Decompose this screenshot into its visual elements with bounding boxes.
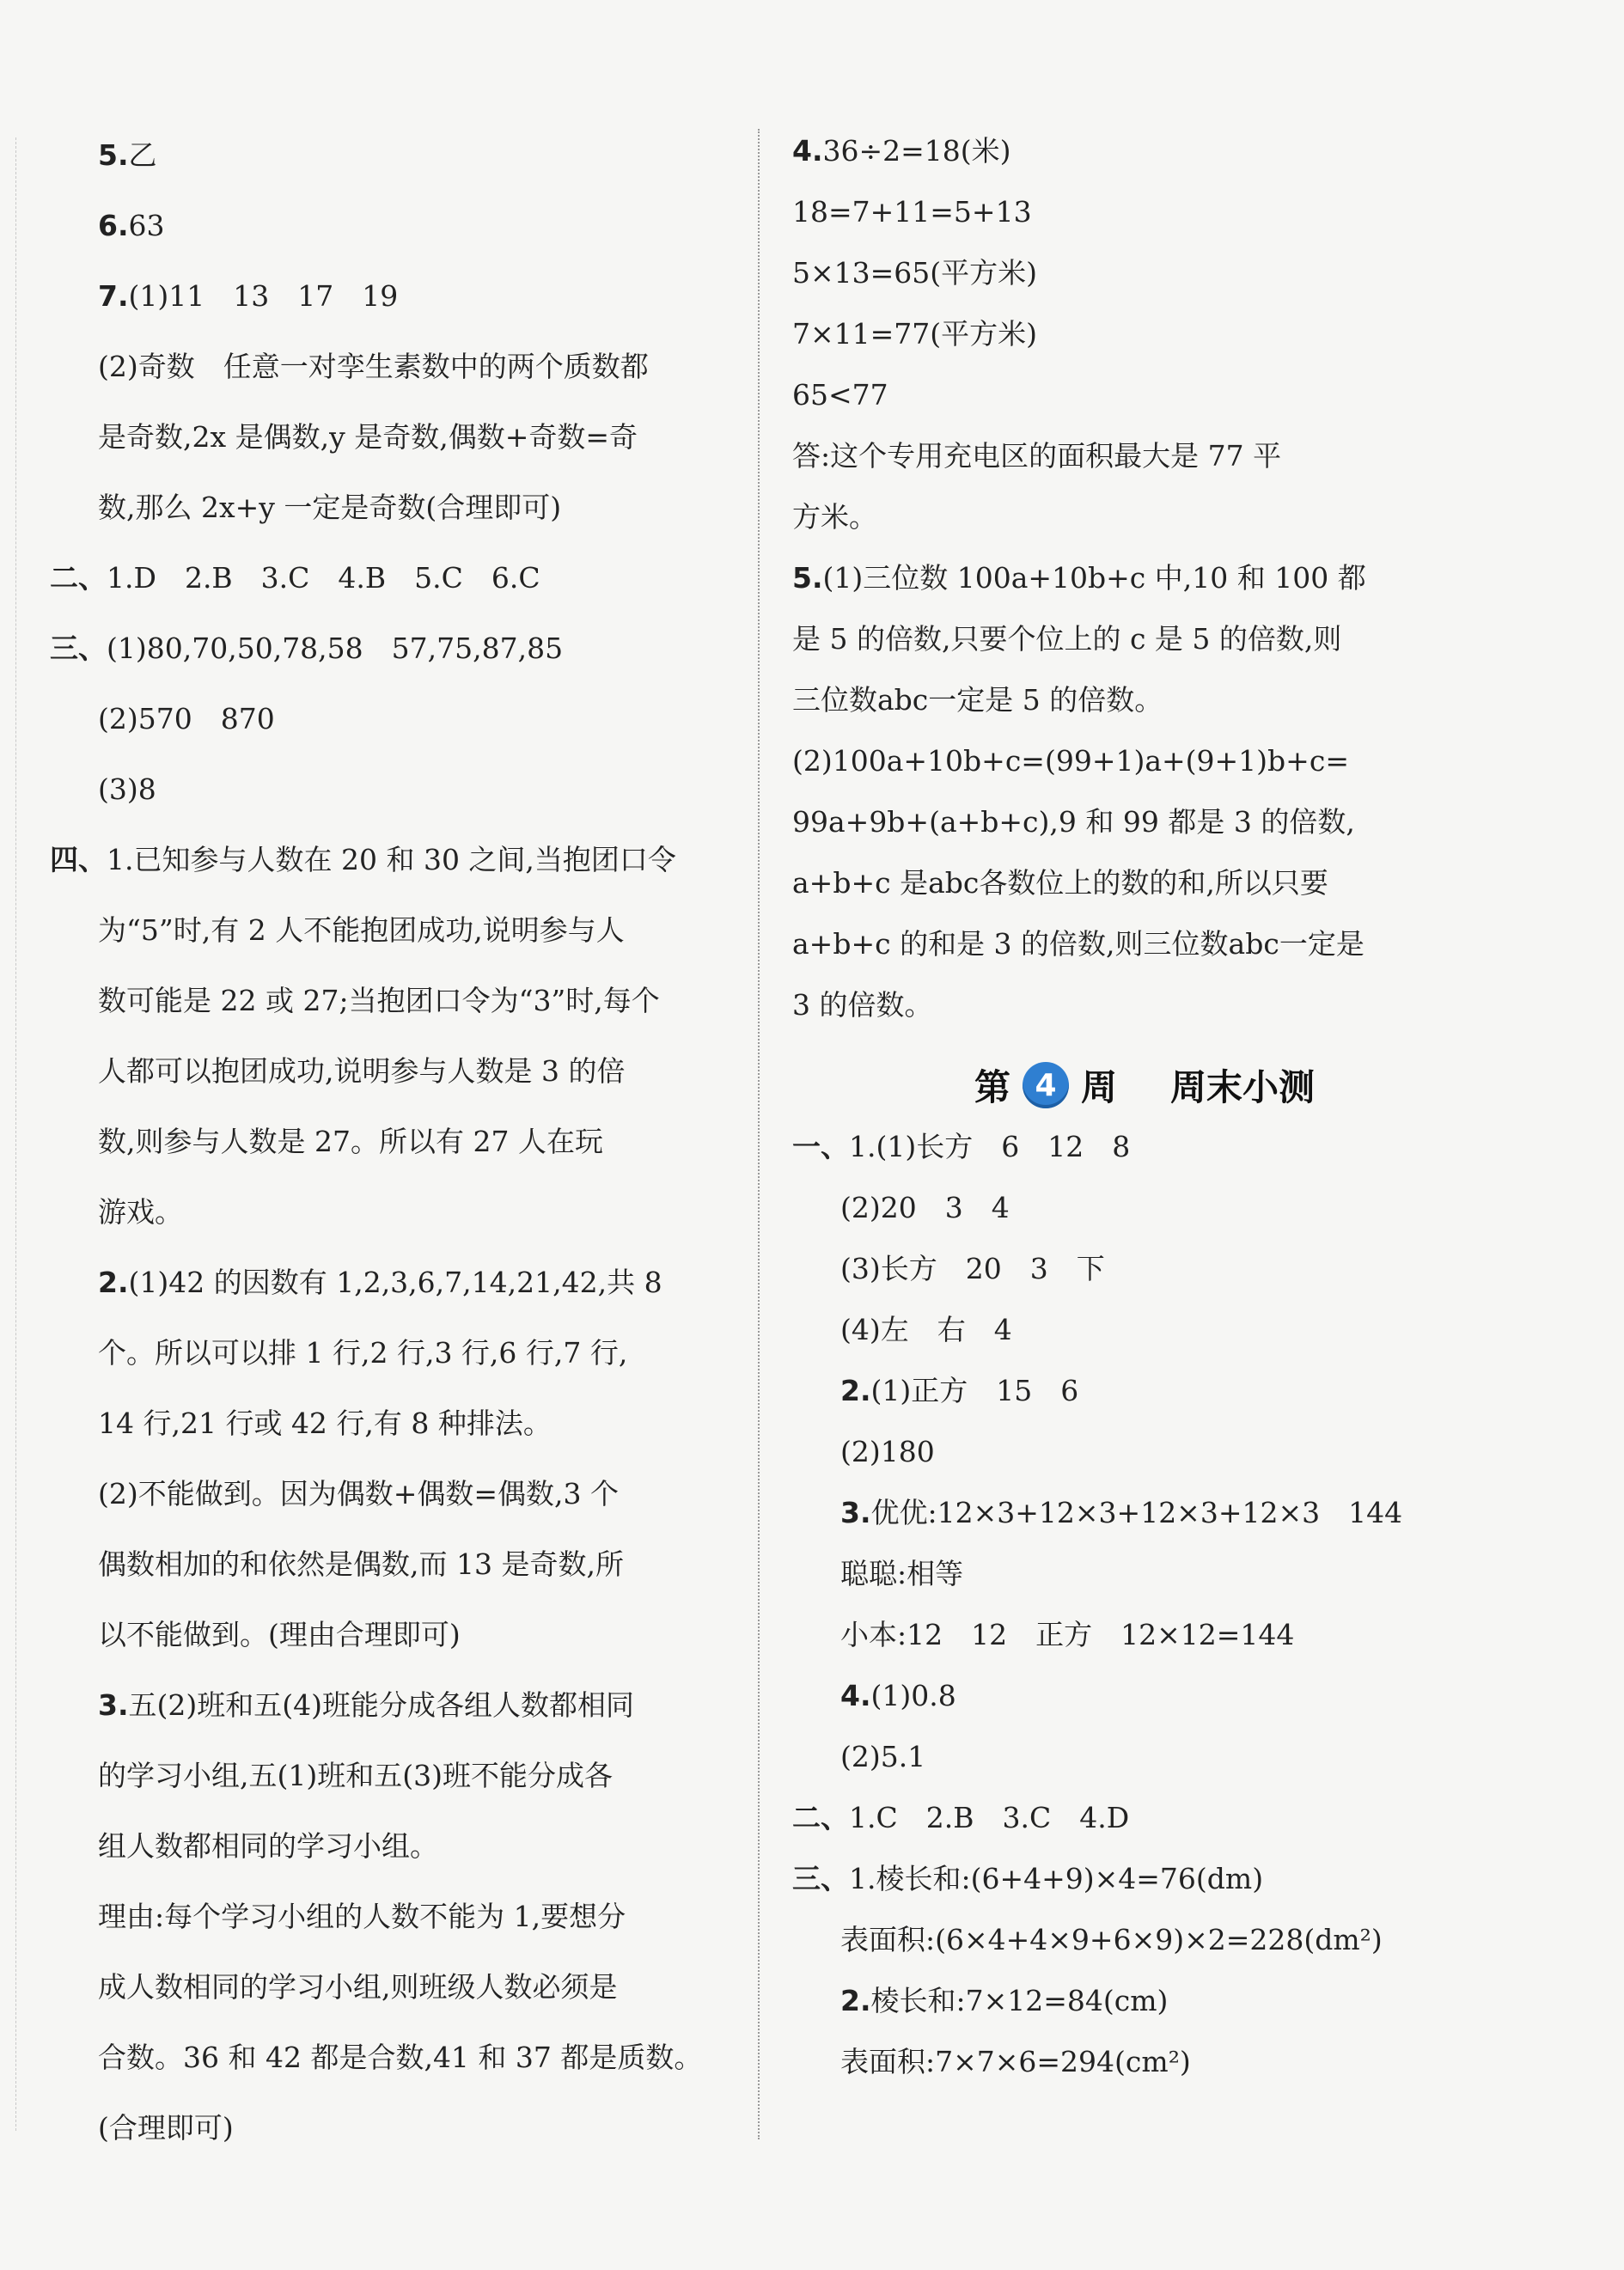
answer-text: (1)正方 15 6 (870, 1374, 1079, 1407)
right-column (792, 120, 1497, 2092)
answer-text: (1)11 13 17 19 (128, 279, 399, 313)
item-number: 5. (98, 138, 129, 172)
answer-line (792, 2031, 1497, 2092)
answer-line (50, 1529, 737, 1600)
answer-line (50, 1459, 737, 1529)
answer-text: 63 (128, 209, 165, 242)
answer-text: 以不能做到。(理由合理即可) (98, 1618, 461, 1651)
column-divider (758, 129, 760, 2139)
answer-text: 1.(1)长方 6 12 8 (849, 1130, 1131, 1163)
answer-line (792, 1665, 1497, 1726)
answer-text: 表面积:(6×4+4×9+6×9)×2=228(dm²) (840, 1923, 1383, 1956)
answer-text: 36÷2=18(米) (822, 134, 1011, 168)
answer-line (792, 120, 1497, 181)
answer-text: (1)三位数 100a+10b+c 中,10 和 100 都 (822, 561, 1366, 595)
answer-line (792, 730, 1497, 791)
answer-text: 成人数相同的学习小组,则班级人数必须是 (98, 1970, 618, 2004)
answer-line (50, 1177, 737, 1248)
answer-text: 方米。 (792, 500, 877, 534)
item-number: 三、 (792, 1862, 849, 1895)
item-number: 4. (840, 1679, 871, 1712)
item-number: 7. (98, 279, 129, 313)
answer-line (50, 1107, 737, 1177)
answer-text: a+b+c 的和是 3 的倍数,则三位数abc一定是 (792, 927, 1365, 961)
answer-text: 1.C 2.B 3.C 4.D (849, 1801, 1130, 1834)
answer-text: (3)8 (98, 772, 156, 806)
answer-line (50, 684, 737, 754)
answer-line (792, 364, 1497, 425)
answer-line (792, 181, 1497, 242)
answer-line (792, 242, 1497, 303)
answer-line (50, 1248, 737, 1318)
answer-text: 3 的倍数。 (792, 988, 933, 1022)
answer-text: 乙 (128, 138, 157, 172)
item-number: 4. (792, 134, 823, 168)
answer-line (792, 913, 1497, 974)
answer-text: a+b+c 是abc各数位上的数的和,所以只要 (792, 866, 1328, 900)
answer-text: 数,则参与人数是 27。所以有 27 人在玩 (98, 1125, 603, 1158)
section-suffix: 周 (1080, 1066, 1117, 1108)
answer-text: 组人数都相同的学习小组。 (98, 1829, 438, 1863)
answer-text: 五(2)班和五(4)班能分成各组人数都相同 (128, 1688, 634, 1722)
item-number: 四、 (50, 843, 107, 876)
answer-text: (2)570 870 (98, 702, 275, 735)
answer-line (50, 1882, 737, 1952)
item-number: 6. (98, 209, 129, 242)
answer-line (50, 332, 737, 402)
answer-text: 小本:12 12 正方 12×12=144 (840, 1618, 1295, 1651)
answer-text: 是 5 的倍数,只要个位上的 c 是 5 的倍数,则 (792, 622, 1342, 656)
answer-line (792, 1970, 1497, 2031)
answer-text: (合理即可) (98, 2111, 234, 2145)
answer-line (50, 2023, 737, 2093)
answer-text: 是奇数,2x 是偶数,y 是奇数,偶数+奇数=奇 (98, 420, 638, 454)
item-number: 5. (792, 561, 823, 595)
week-number-badge: 4 (1023, 1062, 1069, 1108)
answer-line (50, 120, 737, 191)
answer-text: 99a+9b+(a+b+c),9 和 99 都是 3 的倍数, (792, 805, 1355, 839)
answer-line (50, 613, 737, 684)
answer-line (50, 966, 737, 1036)
answer-line (792, 1482, 1497, 1543)
answer-line (50, 1388, 737, 1459)
answer-line (50, 261, 737, 332)
answer-text: 答:这个专用充电区的面积最大是 77 平 (792, 439, 1282, 473)
answer-line (792, 1177, 1497, 1238)
answer-line (792, 669, 1497, 730)
answer-line (792, 1421, 1497, 1482)
answer-text: (1)42 的因数有 1,2,3,6,7,14,21,42,共 8 (128, 1266, 662, 1299)
answer-text: 7×11=77(平方米) (792, 317, 1038, 351)
answer-text: 1.棱长和:(6+4+9)×4=76(dm) (849, 1862, 1264, 1895)
answer-text: 游戏。 (98, 1195, 183, 1229)
answer-text: 合数。36 和 42 都是合数,41 和 37 都是质数。 (98, 2041, 703, 2074)
answer-text: (2)20 3 4 (840, 1191, 1010, 1224)
answer-text: (2)100a+10b+c=(99+1)a+(9+1)b+c= (792, 744, 1349, 778)
item-number: 二、 (50, 561, 107, 595)
right-answers-top (792, 120, 1497, 1035)
answer-line (792, 1116, 1497, 1177)
answer-text: (3)长方 20 3 下 (840, 1252, 1105, 1285)
answer-line (50, 402, 737, 473)
answer-line (792, 791, 1497, 852)
answer-text: 聪聪:相等 (840, 1557, 964, 1590)
answer-text: (2)不能做到。因为偶数+偶数=偶数,3 个 (98, 1477, 620, 1510)
answer-line (50, 1952, 737, 2023)
answer-text: 5×13=65(平方米) (792, 256, 1038, 290)
answer-text: (1)0.8 (870, 1679, 956, 1712)
answer-text: 表面积:7×7×6=294(cm²) (840, 2045, 1191, 2078)
answer-line (50, 2093, 737, 2163)
answer-text: 棱长和:7×12=84(cm) (870, 1984, 1169, 2017)
answer-line (50, 191, 737, 261)
answer-line (50, 754, 737, 825)
answer-line (792, 974, 1497, 1035)
item-number: 二、 (792, 1801, 849, 1834)
answer-text: 数,那么 2x+y 一定是奇数(合理即可) (98, 491, 562, 524)
answer-text: (1)80,70,50,78,58 57,75,87,85 (107, 632, 564, 665)
item-number: 2. (98, 1266, 129, 1299)
answer-line (50, 543, 737, 613)
page-edge-line (15, 137, 16, 2131)
answer-text: 18=7+11=5+13 (792, 195, 1032, 229)
answer-line (792, 547, 1497, 608)
answer-text: (2)180 (840, 1435, 935, 1468)
answer-text: 1.已知参与人数在 20 和 30 之间,当抱团口令 (107, 843, 676, 876)
answer-text: 理由:每个学习小组的人数不能为 1,要想分 (98, 1900, 626, 1933)
answer-line (792, 303, 1497, 364)
answer-line (50, 1670, 737, 1741)
item-number: 2. (840, 1984, 871, 2017)
answer-line (792, 1604, 1497, 1665)
answer-line (50, 473, 737, 543)
answer-line (792, 608, 1497, 669)
section-heading (792, 1059, 1497, 1111)
answer-text: 1.D 2.B 3.C 4.B 5.C 6.C (107, 561, 540, 595)
left-answers (50, 120, 737, 2163)
section-prefix: 第 (974, 1066, 1010, 1108)
answer-text: 人都可以抱团成功,说明参与人数是 3 的倍 (98, 1054, 626, 1088)
item-number: 一、 (792, 1130, 849, 1163)
item-number: 3. (98, 1688, 129, 1722)
answer-line (792, 852, 1497, 913)
item-number: 三、 (50, 632, 107, 665)
item-number: 3. (840, 1496, 871, 1529)
answer-line (792, 1543, 1497, 1604)
answer-line (50, 1741, 737, 1811)
answer-line (50, 1811, 737, 1882)
answer-line (50, 1036, 737, 1107)
answer-line (792, 425, 1497, 486)
answer-line (792, 1909, 1497, 1970)
answer-text: 数可能是 22 或 27;当抱团口令为“3”时,每个 (98, 984, 660, 1017)
answer-text: 65<77 (792, 378, 888, 412)
answer-line (50, 1600, 737, 1670)
answer-text: (4)左 右 4 (840, 1313, 1012, 1346)
answer-line (50, 825, 737, 895)
left-column (50, 120, 737, 2163)
answer-text: 优优:12×3+12×3+12×3+12×3 144 (870, 1496, 1403, 1529)
answer-text: 14 行,21 行或 42 行,有 8 种排法。 (98, 1407, 552, 1440)
answer-line (792, 1360, 1497, 1421)
answer-line (792, 1848, 1497, 1909)
answer-line (50, 895, 737, 966)
section-title: 周末小测 (1170, 1066, 1316, 1108)
answer-text: (2)奇数 任意一对孪生素数中的两个质数都 (98, 350, 649, 383)
answer-line (50, 1318, 737, 1388)
answer-line (792, 1787, 1497, 1848)
answer-text: 的学习小组,五(1)班和五(3)班不能分成各 (98, 1759, 613, 1792)
item-number: 2. (840, 1374, 871, 1407)
answer-text: 三位数abc一定是 5 的倍数。 (792, 683, 1163, 717)
answer-line (792, 1726, 1497, 1787)
answer-line (792, 1299, 1497, 1360)
answer-text: 偶数相加的和依然是偶数,而 13 是奇数,所 (98, 1547, 624, 1581)
answer-text: 个。所以可以排 1 行,2 行,3 行,6 行,7 行, (98, 1336, 628, 1370)
answer-text: 为“5”时,有 2 人不能抱团成功,说明参与人 (98, 913, 625, 947)
answer-line (792, 486, 1497, 547)
answer-line (792, 1238, 1497, 1299)
right-answers-bottom (792, 1116, 1497, 2092)
answer-text: (2)5.1 (840, 1740, 926, 1773)
